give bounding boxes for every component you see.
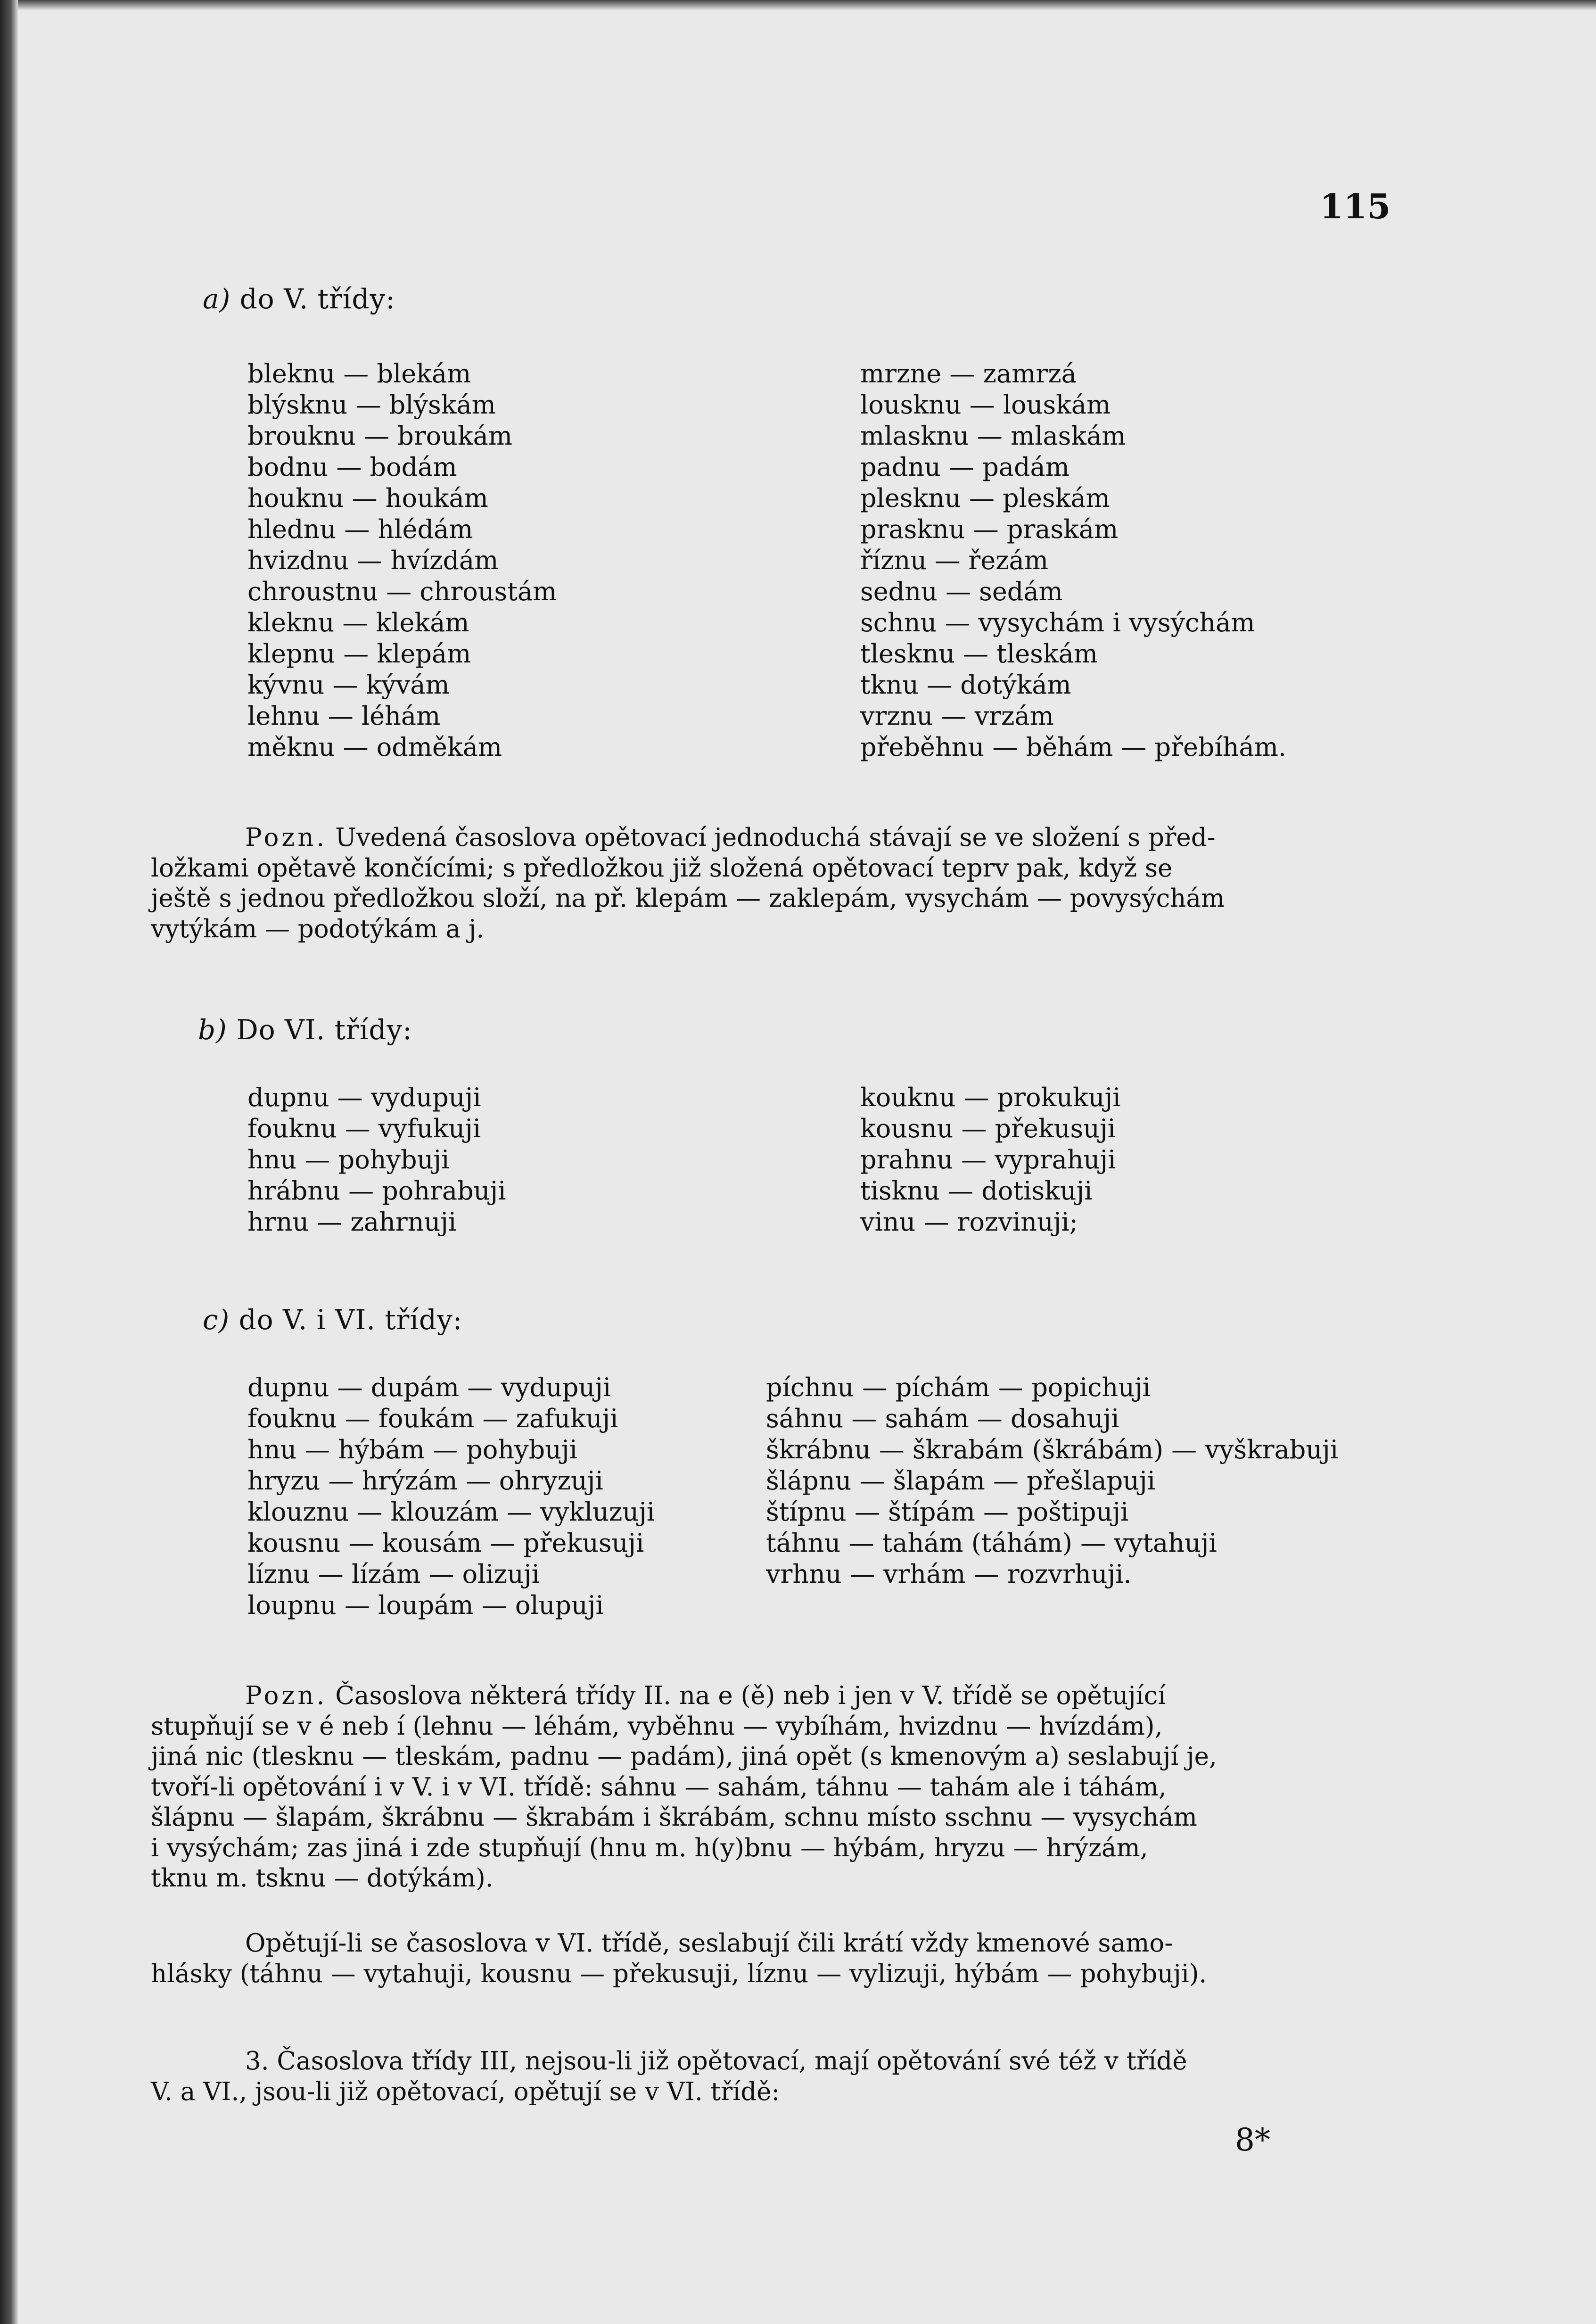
verb-pair: tknu — dotýkám	[860, 670, 1071, 700]
verb-triple: sáhnu — sahám — dosahuji	[766, 1404, 1119, 1433]
text-line: tvoří-li opětování i v V. i v VI. třídě: sáhnu — sahám, táhnu — tahám ale i táhám,	[151, 1772, 1167, 1802]
verb-pair: měknu — odměkám	[247, 732, 502, 762]
scan-shadow-left	[0, 0, 18, 2324]
verb-pair: bleknu — blekám	[247, 359, 471, 389]
verb-pair: vinu — rozvinuji;	[860, 1207, 1078, 1237]
verb-pair: blýsknu — blýskám	[247, 390, 496, 420]
verb-triple: dupnu — dupám — vydupuji	[247, 1373, 611, 1402]
section-a-left-column	[247, 358, 557, 763]
section-c-left-column	[247, 1372, 655, 1621]
text-line-content: 3. Časoslova třídy III, nejsou-li již opětovací, mají opětování své též v třídě	[245, 2047, 1187, 2076]
section-a-right-column	[860, 358, 1286, 763]
verb-pair: vrznu — vrzám	[860, 701, 1054, 731]
verb-triple: píchnu — píchám — popichuji	[766, 1373, 1151, 1402]
verb-pair: tlesknu — tleskám	[860, 639, 1098, 669]
note-label: Pozn.	[245, 823, 328, 852]
text-line: V. a VI., jsou-li již opětovací, opětují se v VI. třídě:	[151, 2077, 780, 2106]
section-b-right-column	[860, 1082, 1121, 1238]
verb-pair: schnu — vysychám i vysýchám	[860, 608, 1255, 637]
section-c-title: do V. i VI. třídy:	[239, 1304, 463, 1336]
verb-pair: hvizdnu — hvízdám	[247, 546, 499, 575]
section-b-letter: b)	[198, 1014, 227, 1046]
verb-pair: kleknu — klekám	[247, 608, 469, 637]
text-line	[151, 1681, 1386, 1712]
section-c-letter: c)	[203, 1304, 230, 1336]
verb-pair: padnu — padám	[860, 452, 1069, 482]
verb-pair: mrzne — zamrzá	[860, 359, 1077, 389]
verb-triple: klouznu — klouzám — vykluzuji	[247, 1497, 655, 1527]
verb-pair: kousnu — překusuji	[860, 1114, 1116, 1143]
verb-triple: šlápnu — šlapám — přešlapuji	[766, 1466, 1155, 1496]
verb-pair: dupnu — vydupuji	[247, 1083, 481, 1112]
verb-pair: lousknu — louskám	[860, 390, 1111, 420]
text-line: stupňují se v é neb í (lehnu — léhám, vyběhnu — vybíhám, hvizdnu — hvízdám),	[151, 1712, 1163, 1741]
note-2	[151, 1681, 1386, 1894]
text-line: i vysýchám; zas jiná i zde stupňují (hnu m. h(y)bnu — hýbám, hryzu — hrýzám,	[151, 1833, 1148, 1862]
page-number: 115	[1320, 186, 1391, 226]
verb-triple: loupnu — loupám — olupuji	[247, 1590, 604, 1620]
text-line: hlásky (táhnu — vytahuji, kousnu — překusuji, líznu — vylizuji, hýbám — pohybuji).	[151, 1959, 1207, 1988]
verb-pair: prasknu — praskám	[860, 514, 1119, 544]
text-line: tknu m. tsknu — dotýkám).	[151, 1864, 494, 1893]
section-a-letter: a)	[203, 283, 231, 315]
text-line: ložkami opětavě končícími; s předložkou již složená opětovací teprv pak, když se	[151, 853, 1173, 883]
paragraph-2	[151, 2046, 1386, 2107]
verb-pair: sednu — sedám	[860, 577, 1063, 606]
paragraph-1	[151, 1928, 1386, 1989]
signature-mark: 8*	[1235, 2122, 1270, 2158]
verb-pair: hrnu — zahrnuji	[247, 1207, 457, 1237]
verb-triple: hryzu — hrýzám — ohryzuji	[247, 1466, 603, 1496]
verb-pair: bodnu — bodám	[247, 452, 457, 482]
verb-pair: chroustnu — chroustám	[247, 577, 557, 606]
verb-pair: prahnu — vyprahuji	[860, 1145, 1116, 1174]
section-c-heading	[203, 1304, 462, 1336]
verb-pair: říznu — řezám	[860, 546, 1049, 575]
verb-pair: hnu — pohybuji	[247, 1145, 450, 1174]
text-line	[151, 823, 1381, 853]
verb-triple: líznu — lízám — olizuji	[247, 1559, 540, 1589]
verb-pair: hrábnu — pohrabuji	[247, 1176, 506, 1206]
section-b-title: Do VI. třídy:	[236, 1014, 412, 1046]
note-label: Pozn.	[245, 1681, 328, 1710]
verb-pair: plesknu — pleskám	[860, 483, 1110, 513]
verb-triple: táhnu — tahám (táhám) — vytahuji	[766, 1528, 1217, 1558]
verb-triple: štípnu — štípám — poštipuji	[766, 1497, 1129, 1527]
text-line	[151, 2046, 1386, 2077]
text-line	[151, 1928, 1386, 1959]
text-line: vytýkám — podotýkám a j.	[151, 914, 485, 943]
text-line-content: Opětují-li se časoslova v VI. třídě, seslabují čili krátí vždy kmenové samo-	[245, 1929, 1173, 1958]
verb-pair: houknu — houkám	[247, 483, 488, 513]
verb-triple: fouknu — foukám — zafukuji	[247, 1404, 618, 1433]
verb-pair: kouknu — prokukuji	[860, 1083, 1121, 1112]
scan-shadow-top	[0, 0, 1596, 10]
text-line: šlápnu — šlapám, škrábnu — škrabám i škrábám, schnu místo sschnu — vysychám	[151, 1803, 1197, 1832]
text-line: ještě s jednou předložkou složí, na př. klepám — zaklepám, vysychám — povysýchám	[151, 884, 1225, 913]
section-a-title: do V. třídy:	[239, 283, 395, 315]
text-line-content: Uvedená časoslova opětovací jednoduchá stávají se ve složení s před-	[335, 823, 1216, 852]
verb-pair: klepnu — klepám	[247, 639, 471, 669]
verb-pair: hlednu — hlédám	[247, 514, 473, 544]
verb-triple: vrhnu — vrhám — rozvrhuji.	[766, 1559, 1132, 1589]
section-a-heading	[203, 283, 395, 315]
verb-pair: mlasknu — mlaskám	[860, 421, 1126, 451]
verb-triple: škrábnu — škrabám (škrábám) — vyškrabuji	[766, 1435, 1339, 1464]
verb-triple: hnu — hýbám — pohybuji	[247, 1435, 577, 1464]
note-1	[151, 823, 1381, 944]
verb-pair: lehnu — léhám	[247, 701, 441, 731]
verb-triple: kousnu — kousám — překusuji	[247, 1528, 644, 1558]
verb-pair: přeběhnu — běhám — přebíhám.	[860, 732, 1287, 762]
verb-pair: fouknu — vyfukuji	[247, 1114, 481, 1143]
verb-pair: tisknu — dotiskuji	[860, 1176, 1093, 1206]
text-line-content: Časoslova některá třídy II. na e (ě) neb i jen v V. třídě se opětující	[335, 1681, 1166, 1710]
section-b-heading	[198, 1014, 412, 1046]
text-line: jiná nic (tlesknu — tleskám, padnu — padám), jiná opět (s kmenovým a) seslabují je,	[151, 1742, 1217, 1771]
verb-pair: brouknu — broukám	[247, 421, 513, 451]
section-b-left-column	[247, 1082, 506, 1238]
verb-pair: kývnu — kývám	[247, 670, 450, 700]
section-c-right-column	[766, 1372, 1338, 1590]
